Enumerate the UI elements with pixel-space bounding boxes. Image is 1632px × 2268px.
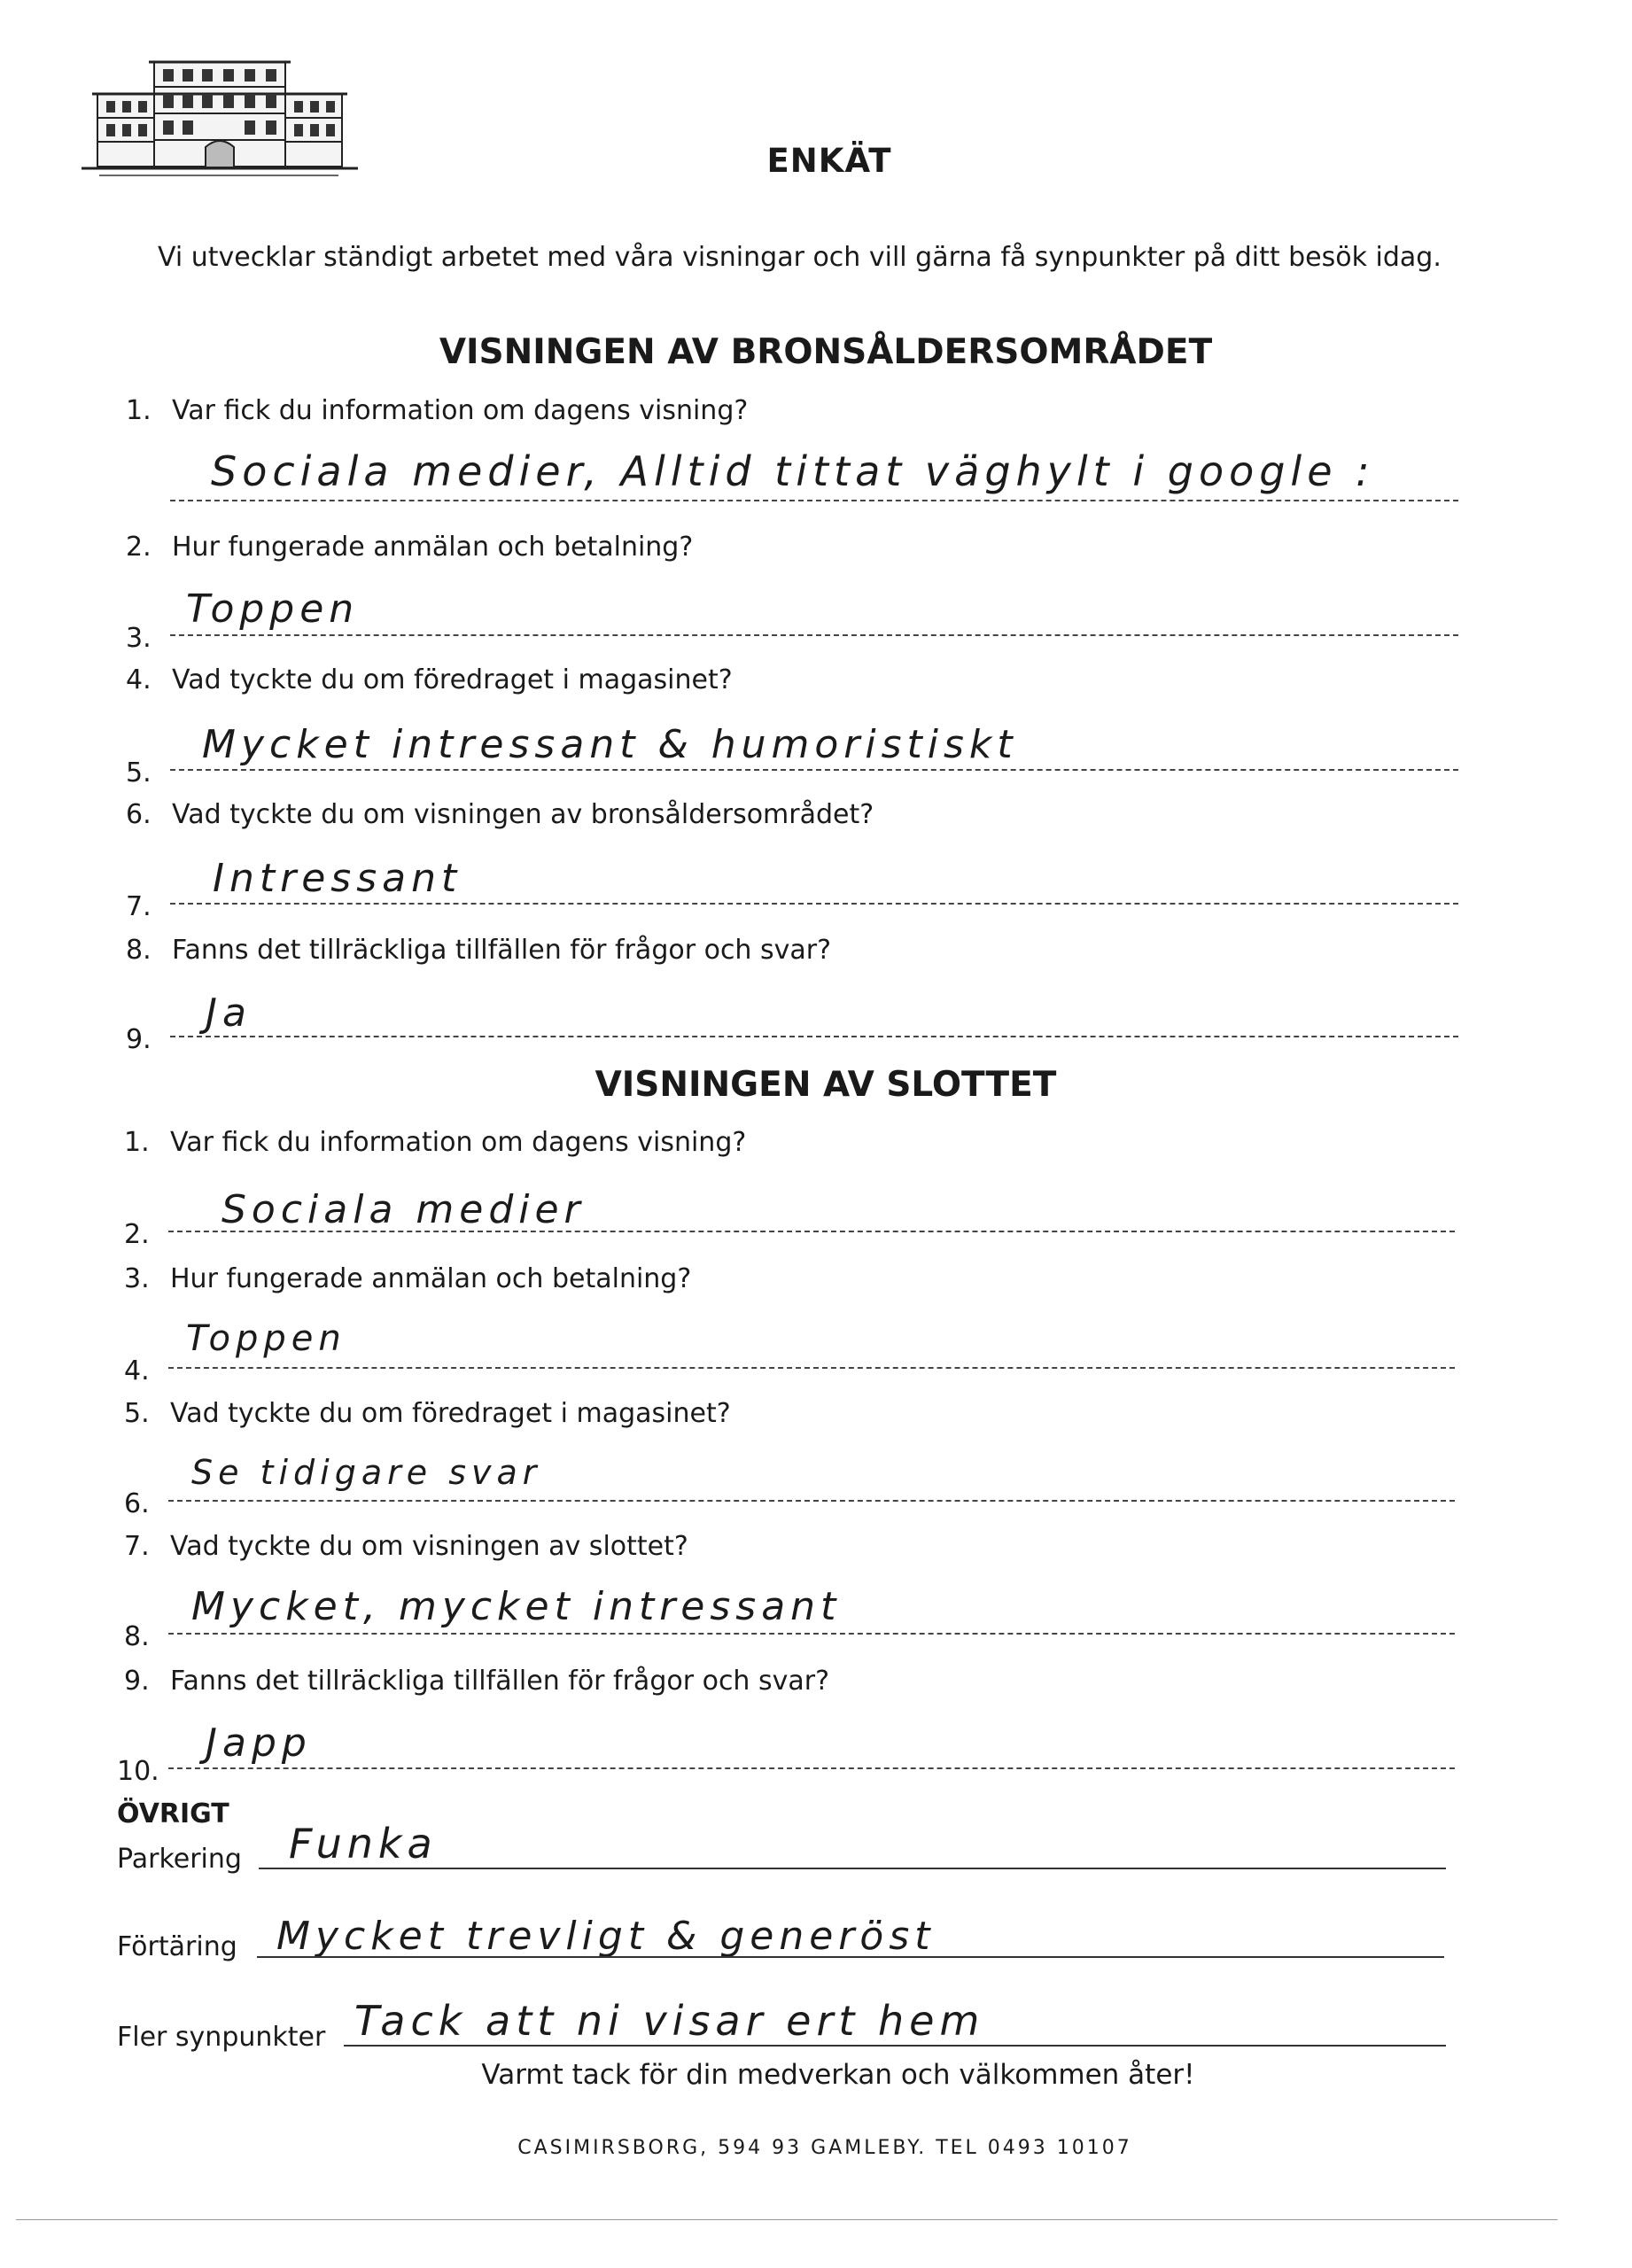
item-number: 9. xyxy=(124,1666,150,1697)
handwritten-answer: Tack att ni visar ert hem xyxy=(354,1997,985,2045)
answer-line xyxy=(168,1633,1455,1635)
item-number: 4. xyxy=(126,664,152,695)
question-text: Fanns det tillräckliga tillfällen för frågor och svar? xyxy=(172,935,832,966)
handwritten-answer: Toppen xyxy=(186,1318,346,1359)
field-label-fler-synpunkter: Fler synpunkter xyxy=(117,2022,326,2053)
item-number: 7. xyxy=(126,891,152,922)
answer-line xyxy=(168,1500,1455,1502)
question-text: Var fick du information om dagens visning? xyxy=(172,395,749,426)
page-edge-line xyxy=(16,2219,1558,2220)
question-text: Hur fungerade anmälan och betalning? xyxy=(170,1263,692,1294)
field-label-parkering: Parkering xyxy=(117,1844,242,1875)
handwritten-answer: Mycket, mycket intressant xyxy=(191,1584,842,1629)
item-number: 2. xyxy=(124,1219,150,1250)
intro-text: Vi utvecklar ständigt arbetet med våra visningar och vill gärna få synpunkter på ditt besök idag. xyxy=(158,242,1442,273)
page-title: ENKÄT xyxy=(766,142,892,180)
handwritten-answer: Sociala medier, Alltid tittat väghylt i google : xyxy=(211,447,1375,495)
answer-line xyxy=(257,1956,1444,1958)
answer-line xyxy=(168,1231,1455,1232)
handwritten-answer: Mycket intressant & humoristiskt xyxy=(202,722,1018,767)
item-number: 6. xyxy=(126,799,152,830)
answer-line xyxy=(170,769,1458,771)
answer-line xyxy=(168,1767,1455,1769)
handwritten-answer: Mycket trevligt & generöst xyxy=(276,1914,936,1959)
ovrigt-heading: ÖVRIGT xyxy=(117,1798,229,1829)
item-number: 2. xyxy=(126,532,152,563)
item-number: 5. xyxy=(124,1398,150,1429)
question-text: Vad tyckte du om visningen av bronsåldersområdet? xyxy=(172,799,874,830)
item-number: 8. xyxy=(124,1621,150,1652)
question-text: Vad tyckte du om föredraget i magasinet? xyxy=(170,1398,731,1429)
section-heading-bronze-age: VISNINGEN AV BRONSÅLDERSOMRÅDET xyxy=(439,332,1213,372)
answer-line xyxy=(170,634,1458,636)
address-text: CASIMIRSBORG, 594 93 GAMLEBY. TEL 0493 10107 xyxy=(517,2137,1132,2159)
answer-line xyxy=(344,2045,1446,2047)
field-label-fortaring: Förtäring xyxy=(117,1931,237,1962)
question-text: Hur fungerade anmälan och betalning? xyxy=(172,532,694,563)
section-heading-castle: VISNINGEN AV SLOTTET xyxy=(595,1065,1057,1105)
handwritten-answer: Se tidigare svar xyxy=(191,1453,542,1492)
item-number: 7. xyxy=(124,1531,150,1562)
handwritten-answer: Intressant xyxy=(213,856,462,901)
item-number: 1. xyxy=(126,395,152,426)
answer-line xyxy=(170,1036,1458,1037)
thank-you-text: Varmt tack för din medverkan och välkommen åter! xyxy=(481,2059,1195,2091)
item-number: 4. xyxy=(124,1355,150,1386)
question-text: Fanns det tillräckliga tillfällen för frågor och svar? xyxy=(170,1666,830,1697)
answer-line xyxy=(170,903,1458,905)
item-number: 10. xyxy=(117,1756,159,1787)
answer-line xyxy=(168,1367,1455,1369)
answer-line xyxy=(259,1868,1446,1869)
handwritten-answer: Japp xyxy=(206,1720,312,1766)
item-number: 8. xyxy=(126,935,152,966)
question-text: Vad tyckte du om föredraget i magasinet? xyxy=(172,664,733,695)
handwritten-answer: Toppen xyxy=(186,586,360,632)
item-number: 1. xyxy=(124,1127,150,1158)
item-number: 3. xyxy=(126,623,152,654)
question-text: Var fick du information om dagens visning? xyxy=(170,1127,747,1158)
answer-line xyxy=(170,500,1458,501)
handwritten-answer: Funka xyxy=(289,1820,438,1868)
handwritten-answer: Ja xyxy=(206,990,252,1036)
item-number: 6. xyxy=(124,1488,150,1519)
handwritten-answer: Sociala medier xyxy=(221,1187,586,1232)
question-text: Vad tyckte du om visningen av slottet? xyxy=(170,1531,688,1562)
item-number: 3. xyxy=(124,1263,150,1294)
item-number: 5. xyxy=(126,757,152,788)
item-number: 9. xyxy=(126,1024,152,1055)
